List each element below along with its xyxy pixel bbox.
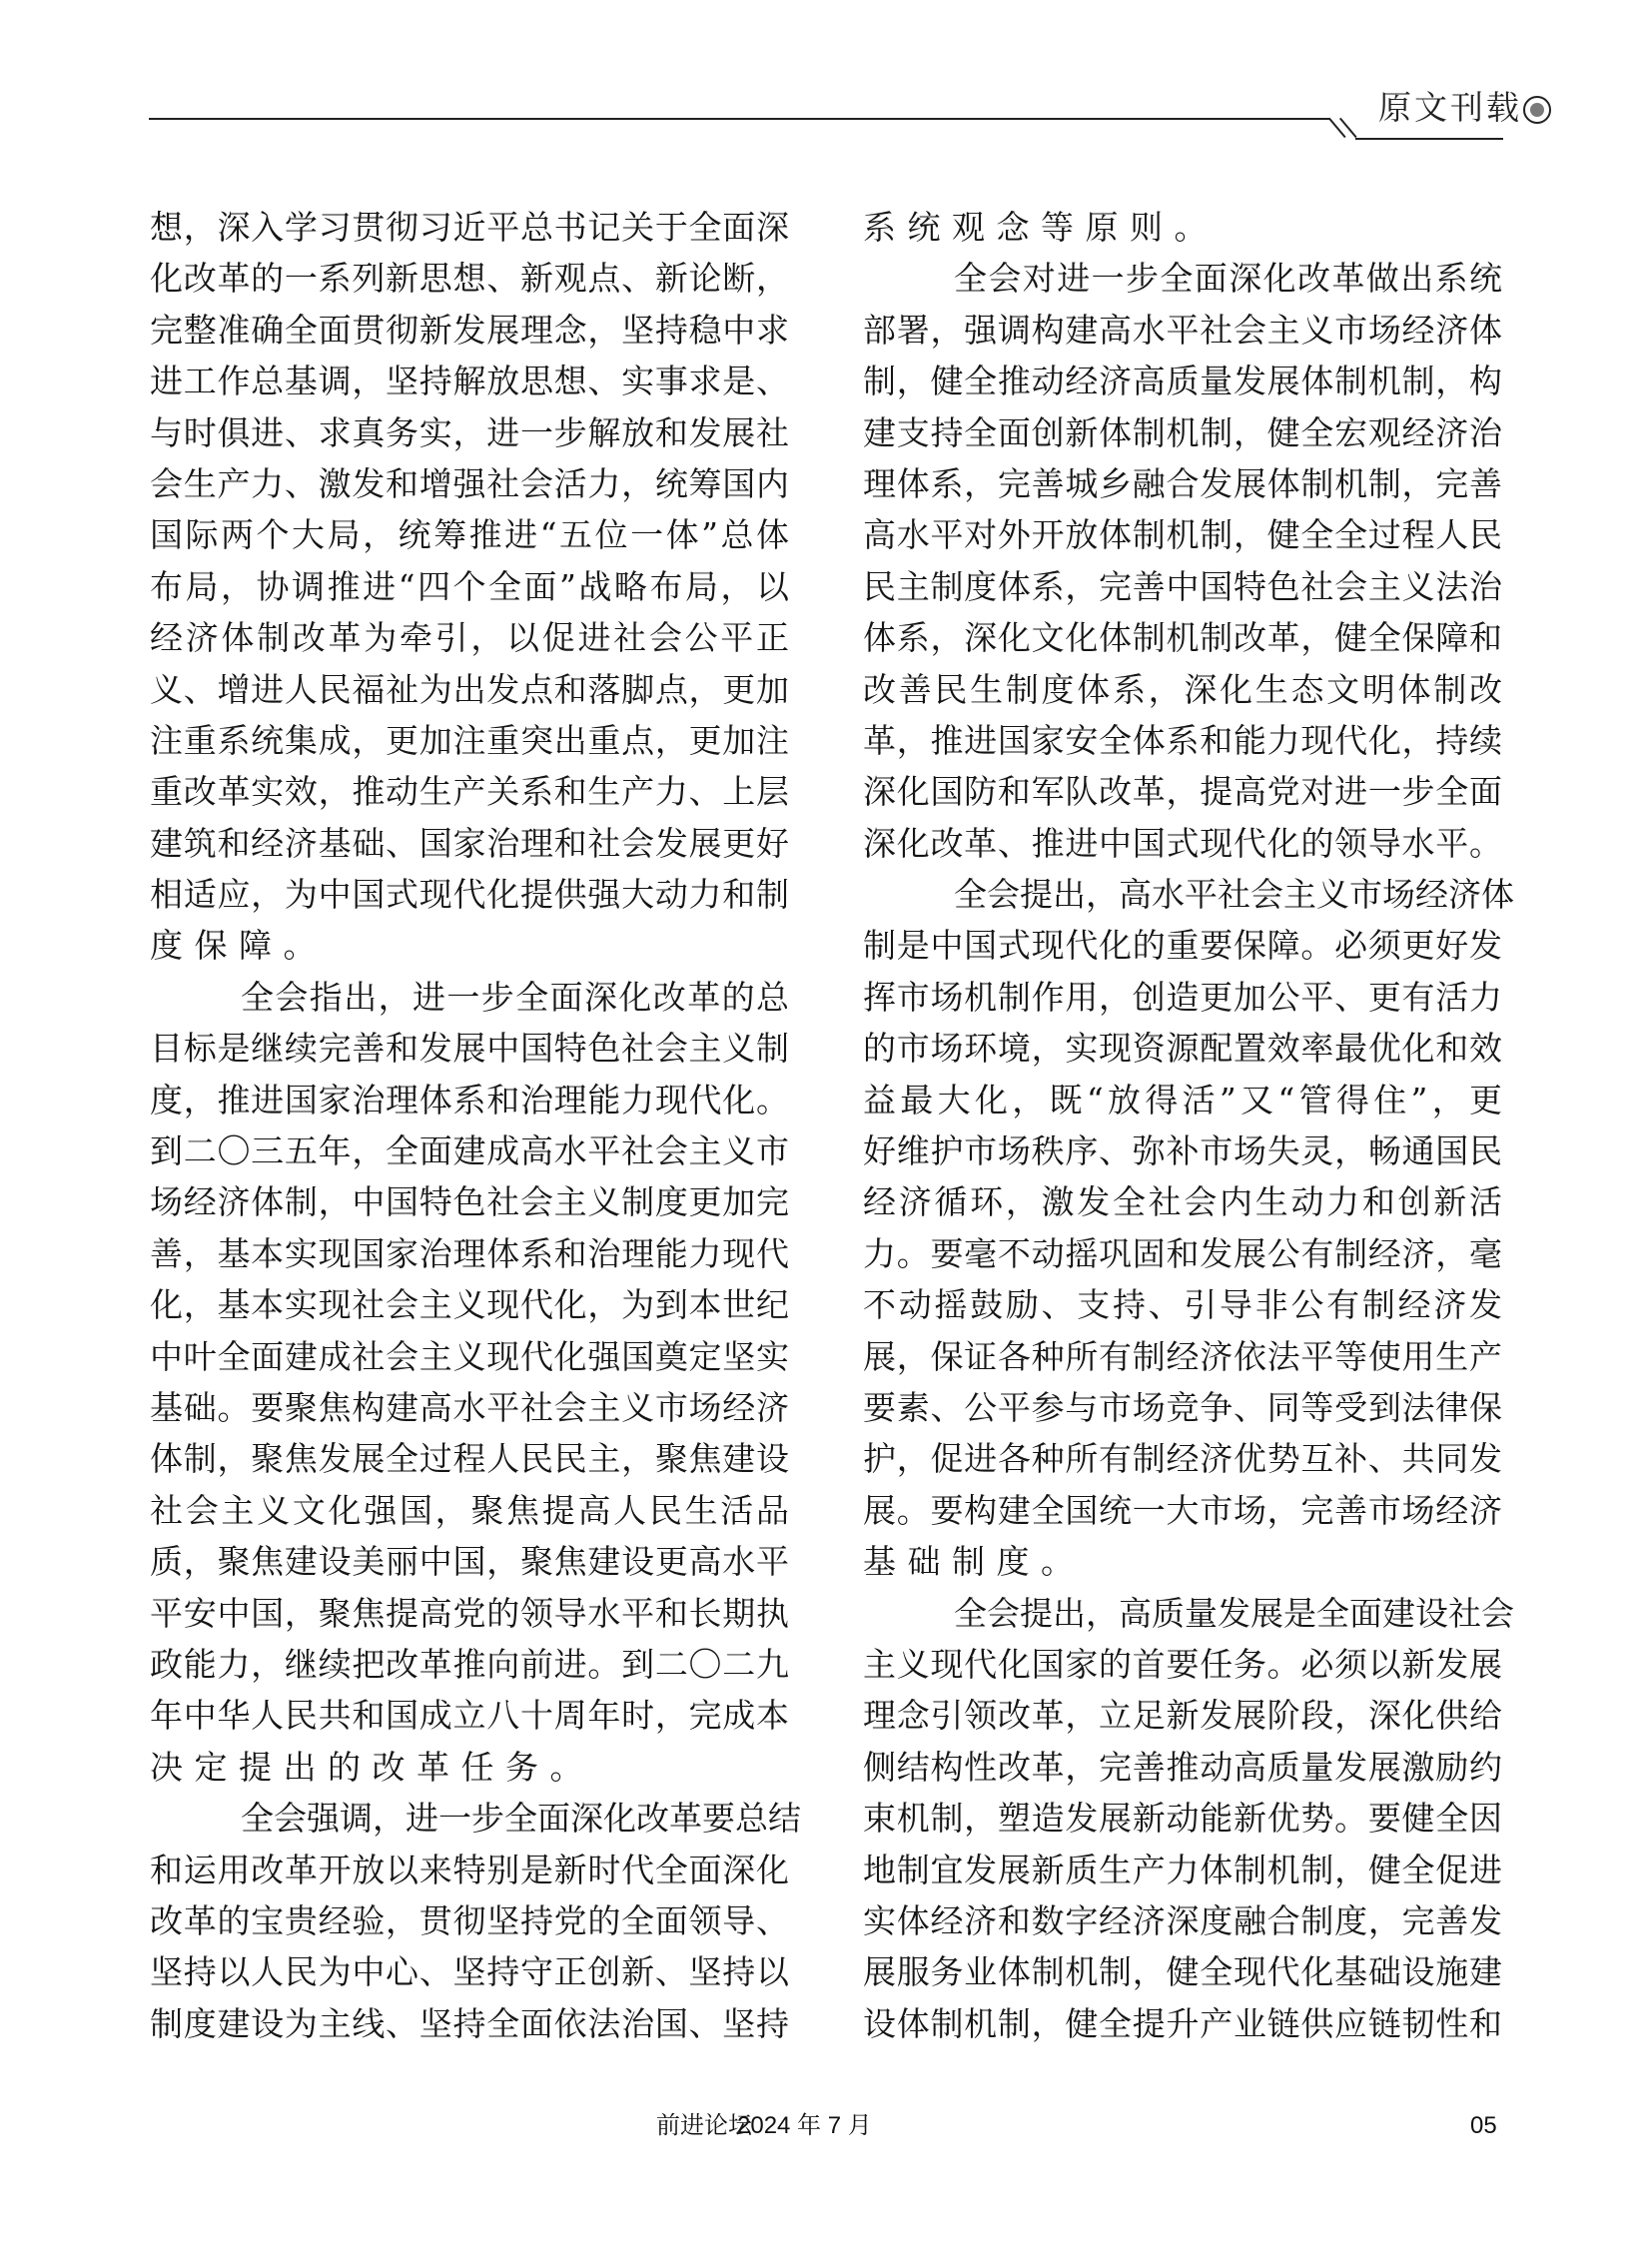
text-line: 理体系，完善城乡融合发展体制机制，完善 <box>863 463 1502 503</box>
text-line: 会生产力、激发和增强社会活力，统筹国内 <box>150 463 789 503</box>
text-line: 束机制，塑造发展新动能新优势。要健全因 <box>863 1799 1502 1839</box>
text-line: 目标是继续完善和发展中国特色社会主义制 <box>150 1029 789 1069</box>
text-line: 国际两个大局，统筹推进“五位一体”总体 <box>150 515 789 555</box>
header-rule-right <box>1355 138 1503 140</box>
text-line: 相适应，为中国式现代化提供强大动力和制 <box>150 875 789 915</box>
text-line: 社会主义文化强国，聚焦提高人民生活品 <box>150 1490 789 1530</box>
text-line: 护，促进各种所有制经济优势互补、共同发 <box>863 1439 1502 1479</box>
text-line: 经济体制改革为牵引，以促进社会公平正 <box>150 618 789 658</box>
text-line: 理念引领改革，立足新发展阶段，深化供给 <box>863 1696 1502 1736</box>
footer-issue-date: 2024 年 7 月 <box>737 2112 872 2139</box>
text-line: 好维护市场秩序、弥补市场失灵，畅通国民 <box>863 1131 1502 1171</box>
text-line: 民主制度体系，完善中国特色社会主义法治 <box>863 566 1502 606</box>
text-line: 善，基本实现国家治理体系和治理能力现代 <box>150 1233 789 1273</box>
text-line: 场经济体制，中国特色社会主义制度更加完 <box>150 1182 789 1222</box>
text-line: 完整准确全面贯彻新发展理念，坚持稳中求 <box>150 310 789 350</box>
text-line: 展。要构建全国统一大市场，完善市场经济 <box>863 1490 1502 1530</box>
text-line: 年中华人民共和国成立八十周年时，完成本 <box>150 1696 789 1736</box>
text-line: 想，深入学习贯彻习近平总书记关于全面深 <box>150 208 789 247</box>
text-line: 深化改革、推进中国式现代化的领导水平。 <box>863 823 1502 863</box>
header-rule-left <box>149 118 1329 120</box>
text-line: 设体制机制，健全提升产业链供应链韧性和 <box>863 2003 1502 2043</box>
text-line: 与时俱进、求真务实，进一步解放和发展社 <box>150 412 789 452</box>
text-line: 经济循环，激发全社会内生动力和创新活 <box>863 1182 1502 1222</box>
text-line: 质，聚焦建设美丽中国，聚焦建设更高水平 <box>150 1542 789 1582</box>
text-line: 制，健全推动经济高质量发展体制机制，构 <box>863 362 1502 401</box>
text-line: 的市场环境，实现资源配置效率最优化和效 <box>863 1029 1502 1069</box>
text-line: 高水平对外开放体制机制，健全全过程人民 <box>863 515 1502 555</box>
left-column <box>150 202 801 2049</box>
text-line: 到二〇三五年，全面建成高水平社会主义市 <box>150 1131 789 1171</box>
text-line: 化，基本实现社会主义现代化，为到本世纪 <box>150 1285 789 1325</box>
paragraph-first-line: 全会指出，进一步全面深化改革的总 <box>241 977 789 1017</box>
page-number: 05 <box>1470 2112 1497 2139</box>
text-line: 系统观念等原则。 <box>863 208 1219 247</box>
text-line: 益最大化，既“放得活”又“管得住”，更 <box>863 1080 1502 1120</box>
text-line: 革，推进国家安全体系和能力现代化，持续 <box>863 720 1502 760</box>
text-line: 改善民生制度体系，深化生态文明体制改 <box>863 669 1502 709</box>
section-title: 原文刊载 <box>1378 88 1522 127</box>
paragraph-first-line: 全会强调，进一步全面深化改革要总结 <box>241 1799 801 1839</box>
text-line: 挥市场机制作用，创造更加公平、更有活力 <box>863 977 1502 1017</box>
paragraph-first-line: 全会提出，高质量发展是全面建设社会 <box>954 1593 1514 1633</box>
text-line: 化改革的一系列新思想、新观点、新论断， <box>150 259 789 299</box>
paragraph-first-line: 全会提出，高水平社会主义市场经济体 <box>954 875 1514 915</box>
text-line: 主义现代化国家的首要任务。必须以新发展 <box>863 1644 1502 1684</box>
text-line: 制是中国式现代化的重要保障。必须更好发 <box>863 926 1502 966</box>
text-line: 重改革实效，推动生产关系和生产力、上层 <box>150 772 789 812</box>
paragraph-first-line: 全会对进一步全面深化改革做出系统 <box>954 259 1502 299</box>
text-line: 地制宜发展新质生产力体制机制，健全促进 <box>863 1850 1502 1889</box>
text-line: 中叶全面建成社会主义现代化强国奠定坚实 <box>150 1336 789 1376</box>
text-line: 进工作总基调，坚持解放思想、实事求是、 <box>150 362 789 401</box>
text-line: 坚持以人民为中心、坚持守正创新、坚持以 <box>150 1952 789 1992</box>
text-line: 度保障。 <box>150 926 328 966</box>
text-line: 政能力，继续把改革推向前进。到二〇二九 <box>150 1644 789 1684</box>
text-line: 和运用改革开放以来特别是新时代全面深化 <box>150 1850 789 1889</box>
right-column <box>863 202 1514 2049</box>
text-line: 实体经济和数字经济深度融合制度，完善发 <box>863 1900 1502 1940</box>
text-line: 基础。要聚焦构建高水平社会主义市场经济 <box>150 1387 789 1427</box>
text-line: 力。要毫不动摇巩固和发展公有制经济，毫 <box>863 1233 1502 1273</box>
text-line: 深化国防和军队改革，提高党对进一步全面 <box>863 772 1502 812</box>
text-line: 义、增进人民福祉为出发点和落脚点，更加 <box>150 669 789 709</box>
text-line: 展服务业体制机制，健全现代化基础设施建 <box>863 1952 1502 1992</box>
text-line: 度，推进国家治理体系和治理能力现代化。 <box>150 1080 789 1120</box>
footer-journal-name: 前进论坛 <box>656 2112 752 2139</box>
text-line: 不动摇鼓励、支持、引导非公有制经济发 <box>863 1285 1502 1325</box>
text-line: 展，保证各种所有制经济依法平等使用生产 <box>863 1336 1502 1376</box>
text-line: 决定提出的改革任务。 <box>150 1747 594 1787</box>
text-line: 建支持全面创新体制机制，健全宏观经济治 <box>863 412 1502 452</box>
text-line: 平安中国，聚焦提高党的领导水平和长期执 <box>150 1593 789 1633</box>
text-line: 要素、公平参与市场竞争、同等受到法律保 <box>863 1387 1502 1427</box>
text-line: 基础制度。 <box>863 1542 1086 1582</box>
text-line: 制度建设为主线、坚持全面依法治国、坚持 <box>150 2003 789 2043</box>
text-line: 改革的宝贵经验，贯彻坚持党的全面领导、 <box>150 1900 789 1940</box>
text-line: 部署，强调构建高水平社会主义市场经济体 <box>863 310 1502 350</box>
text-line: 体制，聚焦发展全过程人民民主，聚焦建设 <box>150 1439 789 1479</box>
text-line: 侧结构性改革，完善推动高质量发展激励约 <box>863 1747 1502 1787</box>
text-line: 建筑和经济基础、国家治理和社会发展更好 <box>150 823 789 863</box>
circle-bullet-icon <box>1523 96 1551 124</box>
text-line: 体系，深化文化体制机制改革，健全保障和 <box>863 618 1502 658</box>
text-line: 布局，协调推进“四个全面”战略布局，以 <box>150 566 789 606</box>
text-line: 注重系统集成，更加注重突出重点，更加注 <box>150 720 789 760</box>
